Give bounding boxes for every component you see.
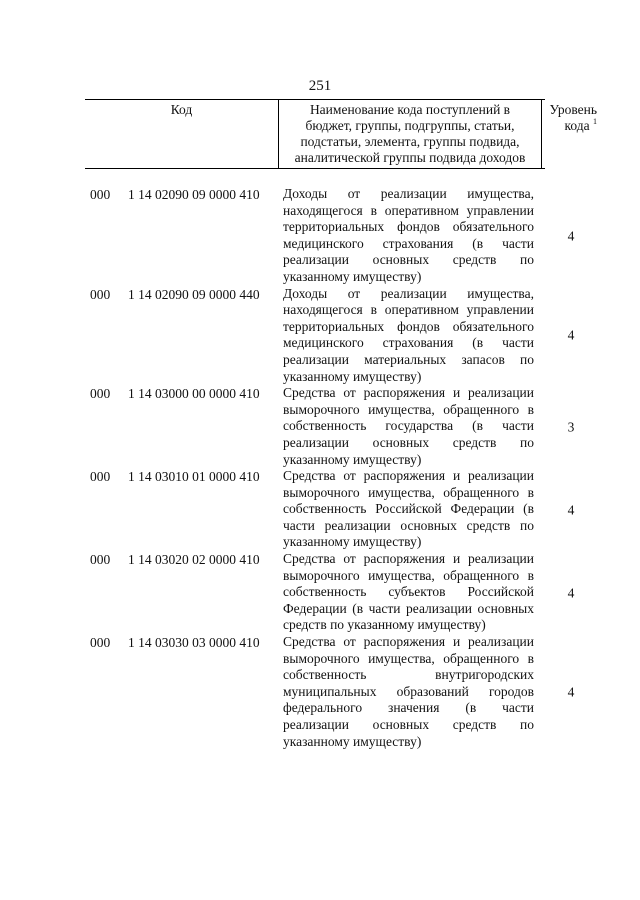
- table-row: [0, 186, 640, 286]
- header-name-line-4: аналитической группы подвида доходов: [294, 150, 526, 165]
- table-row: [0, 551, 640, 634]
- header-level-cell: [541, 100, 609, 168]
- table-header: [85, 99, 597, 169]
- row-name: Средства от распоряжения и реализации выморочного имущества, обращенного в собственность субъектов Российской Федерации (в части реализации основных средств по указанному имуществу): [283, 551, 534, 633]
- row-name: Доходы от реализации имущества, находящегося в оперативном управлении территориальных фондов обязательного медицинского страхования (в части реализации основных средств по указанному имуществу): [283, 186, 534, 284]
- row-name: Средства от распоряжения и реализации выморочного имущества, обращенного в собственность государства (в части реализации основных средств по указанному имуществу): [283, 385, 534, 467]
- header-level-footnote: 1: [593, 117, 597, 126]
- header-level-line-1: Уровень: [549, 102, 597, 117]
- table-row: [0, 385, 640, 468]
- row-name: Доходы от реализации имущества, находящегося в оперативном управлении территориальных фондов обязательного медицинского страхования (в части реализации материальных запасов по указанному имуществу): [283, 285, 534, 384]
- header-code-label: Код: [170, 102, 193, 117]
- row-budget-code: 1 14 03000 00 0000 410: [128, 386, 260, 402]
- table-row: [0, 286, 640, 386]
- row-level: 4: [567, 228, 575, 244]
- row-admin-code: 000: [90, 469, 111, 485]
- row-level: 4: [567, 585, 575, 601]
- header-name-line-2: бюджет, группы, подгруппы, статьи,: [305, 118, 515, 133]
- row-budget-code: 1 14 02090 09 0000 440: [128, 286, 260, 302]
- header-name-line-3: подстатьи, элемента, группы подвида,: [300, 134, 520, 149]
- row-budget-code: 1 14 03010 01 0000 410: [128, 469, 260, 485]
- row-admin-code: 000: [90, 552, 111, 568]
- row-budget-code: 1 14 03030 03 0000 410: [128, 635, 260, 651]
- row-admin-code: 000: [90, 187, 111, 202]
- table-row: [0, 634, 640, 750]
- row-name: Средства от распоряжения и реализации выморочного имущества, обращенного в собственность внутригородских муниципальных образований городов федерального значения (в части реализации основных средств по указанному имуществу): [283, 634, 534, 749]
- header-name-cell: [278, 100, 542, 168]
- header-level-line-2: [541, 118, 609, 134]
- row-budget-code: 1 14 02090 09 0000 410: [128, 187, 260, 202]
- row-admin-code: 000: [90, 286, 111, 302]
- row-level: 4: [567, 684, 575, 700]
- row-budget-code: 1 14 03020 02 0000 410: [128, 552, 260, 568]
- table-body: [0, 186, 640, 750]
- row-admin-code: 000: [90, 635, 111, 651]
- row-name: Средства от распоряжения и реализации выморочного имущества, обращенного в собственность Российской Федерации (в части реализации основных средств по указанному имуществу): [283, 468, 534, 550]
- table-row: [0, 468, 640, 551]
- row-level: 4: [567, 502, 575, 518]
- header-code-cell: [85, 100, 278, 168]
- page-number: 251: [308, 78, 332, 94]
- header-name-line-1: Наименование кода поступлений в: [309, 102, 511, 117]
- row-level: 3: [567, 419, 575, 435]
- row-admin-code: 000: [90, 386, 111, 402]
- row-level: 4: [567, 327, 575, 343]
- header-level-word: кода: [564, 118, 590, 133]
